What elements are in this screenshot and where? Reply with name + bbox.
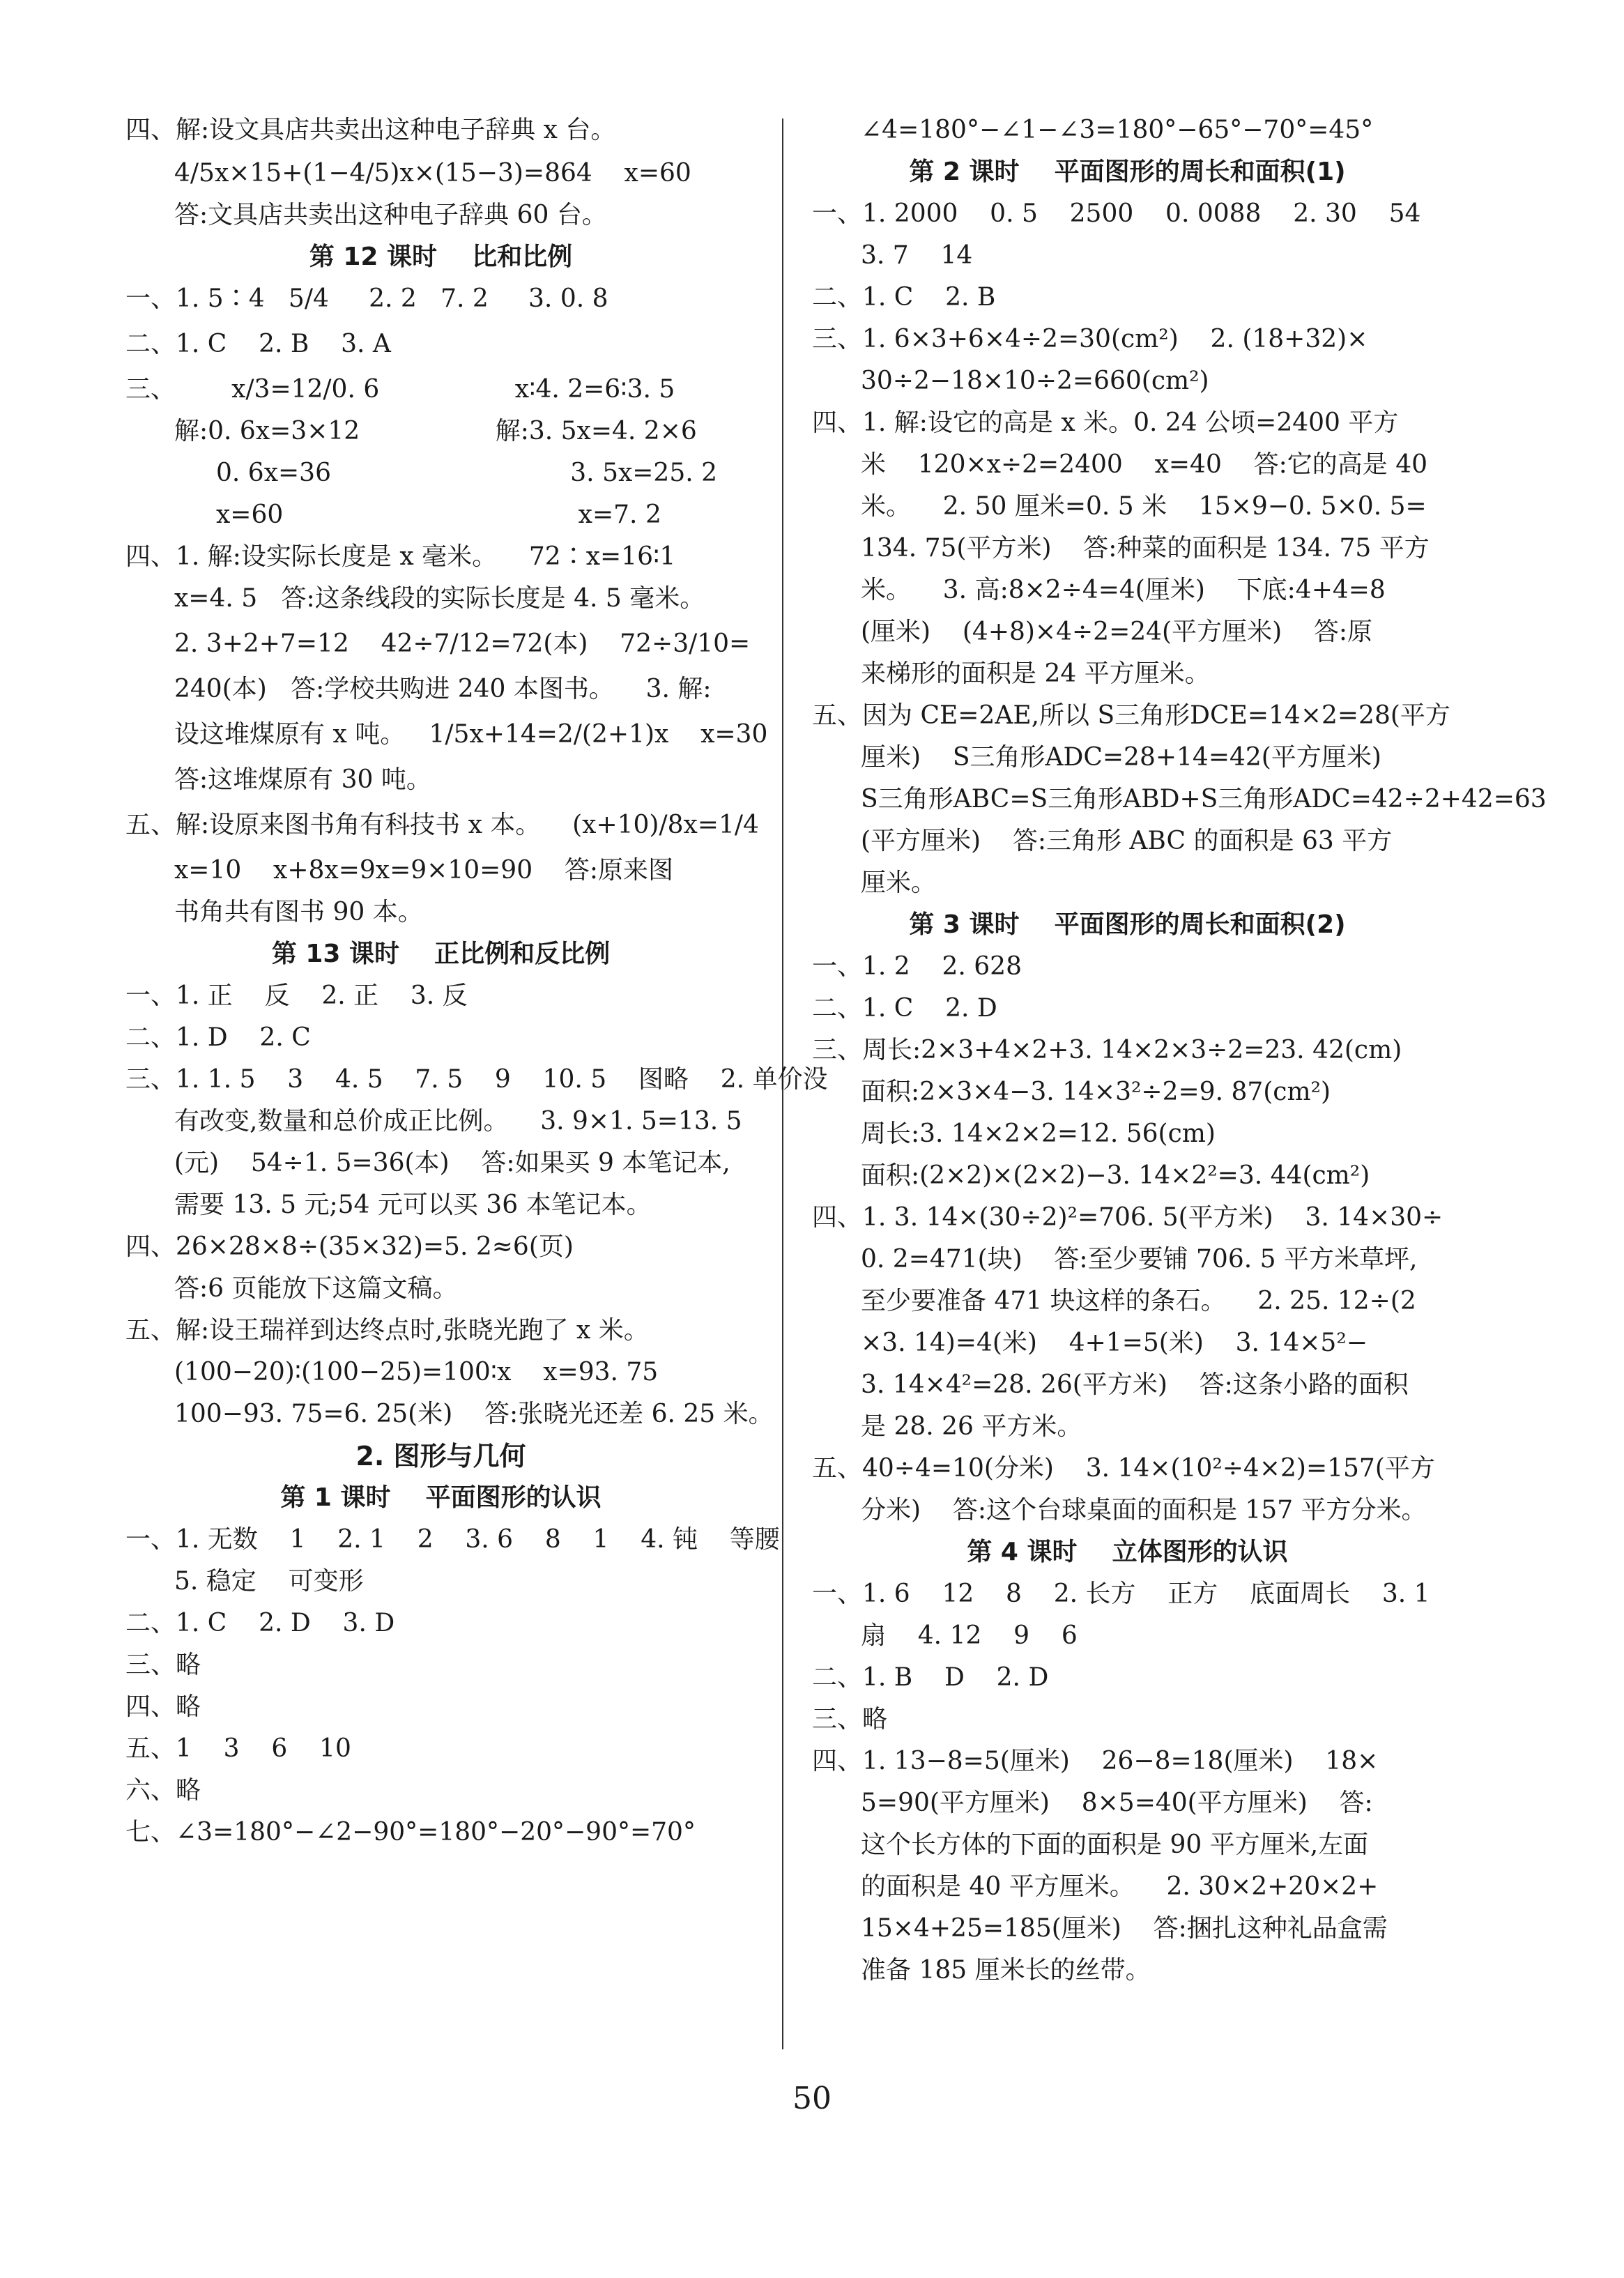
text-line: 一、1. 无数 1 2. 1 2 3. 6 8 1 4. 钝 等腰 — [125, 1525, 780, 1554]
text-line: 240(本) 答:学校共购进 240 本图书。 3. 解: — [174, 675, 712, 703]
section-heading: 第 2 课时 平面图形的周长和面积(1) — [909, 158, 1346, 186]
text-line: (平方厘米) 答:三角形 ABC 的面积是 63 平方 — [861, 827, 1393, 855]
text-line: x=4. 5 答:这条线段的实际长度是 4. 5 毫米。 — [174, 584, 705, 613]
text-line: 五、解:设原来图书角有科技书 x 本。 (x+10)/8x=1/4 — [125, 811, 759, 839]
section-heading: 第 13 课时 正比例和反比例 — [271, 940, 611, 968]
text-line: 厘米。 — [861, 869, 937, 897]
text-line: x=60 x=7. 2 — [216, 500, 661, 529]
text-line: 二、1. C 2. D — [812, 994, 997, 1023]
text-line: 有改变,数量和总价成正比例。 3. 9×1. 5=13. 5 — [174, 1107, 742, 1136]
text-line: 2. 3+2+7=12 42÷7/12=72(本) 72÷3/10= — [174, 629, 751, 658]
text-line: 一、1. 6 12 8 2. 长方 正方 底面周长 3. 1 — [812, 1580, 1430, 1608]
text-line: 二、1. C 2. B — [812, 283, 996, 312]
text-line: 五、因为 CE=2AE,所以 S三角形DCE=14×2=28(平方 — [812, 701, 1450, 730]
text-line: 四、1. 3. 14×(30÷2)²=706. 5(平方米) 3. 14×30÷ — [812, 1203, 1443, 1232]
text-line: 面积:(2×2)×(2×2)−3. 14×2²=3. 44(cm²) — [861, 1161, 1370, 1190]
text-line: x=10 x+8x=9x=9×10=90 答:原来图 — [174, 856, 674, 885]
text-line: 二、1. C 2. B 3. A — [125, 330, 391, 358]
text-line: 周长:3. 14×2×2=12. 56(cm) — [861, 1119, 1216, 1148]
text-line: 3. 14×4²=28. 26(平方米) 答:这条小路的面积 — [861, 1370, 1409, 1399]
text-line: 134. 75(平方米) 答:种菜的面积是 134. 75 平方 — [861, 534, 1430, 563]
text-line: 三、略 — [812, 1705, 888, 1734]
text-line: 答:文具店共卖出这种电子辞典 60 台。 — [174, 201, 607, 229]
section-heading: 第 3 课时 平面图形的周长和面积(2) — [909, 910, 1346, 939]
text-line: ×3. 14)=4(米) 4+1=5(米) 3. 14×5²− — [861, 1329, 1368, 1357]
text-line: 二、1. B D 2. D — [812, 1663, 1049, 1692]
text-line: 一、1. 5∶4 5/4 2. 2 7. 2 3. 0. 8 — [125, 284, 608, 313]
section-heading: 第 1 课时 平面图形的认识 — [280, 1483, 602, 1512]
text-line: 三、1. 6×3+6×4÷2=30(cm²) 2. (18+32)× — [812, 325, 1368, 353]
text-line: 15×4+25=185(厘米) 答:捆扎这种礼品盒需 — [861, 1914, 1388, 1943]
text-line: 分米) 答:这个台球桌面的面积是 157 平方分米。 — [861, 1496, 1427, 1524]
text-line: 米。 3. 高:8×2÷4=4(厘米) 下底:4+4=8 — [861, 576, 1386, 604]
text-line: 准备 185 厘米长的丝带。 — [861, 1956, 1151, 1985]
text-line: 厘米) S三角形ADC=28+14=42(平方厘米) — [861, 743, 1381, 772]
text-line: 答:6 页能放下这篇文稿。 — [174, 1274, 458, 1303]
text-line: 四、解:设文具店共卖出这种电子辞典 x 台。 — [125, 116, 616, 144]
text-line: 四、26×28×8÷(35×32)=5. 2≈6(页) — [125, 1232, 574, 1261]
text-line: 5. 稳定 可变形 — [174, 1567, 364, 1596]
text-line: 五、40÷4=10(分米) 3. 14×(10²÷4×2)=157(平方 — [812, 1454, 1435, 1483]
text-line: 一、1. 2000 0. 5 2500 0. 0088 2. 30 54 — [812, 199, 1421, 228]
text-line: 来梯形的面积是 24 平方厘米。 — [861, 659, 1210, 688]
text-line: 四、1. 13−8=5(厘米) 26−8=18(厘米) 18× — [812, 1747, 1379, 1775]
text-line: ∠4=180°−∠1−∠3=180°−65°−70°=45° — [861, 116, 1374, 144]
text-line: 0. 6x=36 3. 5x=25. 2 — [216, 459, 718, 487]
text-line: 至少要准备 471 块这样的条石。 2. 25. 12÷(2 — [861, 1287, 1416, 1315]
text-line: 一、1. 2 2. 628 — [812, 952, 1022, 981]
text-line: 四、略 — [125, 1692, 201, 1721]
text-line: (100−20)∶(100−25)=100∶x x=93. 75 — [174, 1358, 659, 1386]
text-line: 4/5x×15+(1−4/5)x×(15−3)=864 x=60 — [174, 159, 691, 188]
text-line: S三角形ABC=S三角形ABD+S三角形ADC=42÷2+42=63 — [861, 785, 1547, 813]
text-line: 二、1. C 2. D 3. D — [125, 1609, 395, 1637]
text-line: 需要 13. 5 元;54 元可以买 36 本笔记本。 — [174, 1191, 652, 1219]
text-line: 是 28. 26 平方米。 — [861, 1412, 1082, 1441]
text-line: 米。 2. 50 厘米=0. 5 米 15×9−0. 5×0. 5= — [861, 492, 1427, 521]
text-line: 30÷2−18×10÷2=660(cm²) — [861, 367, 1209, 395]
text-line: 六、略 — [125, 1776, 201, 1805]
text-line: 这个长方体的下面的面积是 90 平方厘米,左面 — [861, 1830, 1369, 1859]
text-line: 五、1 3 6 10 — [125, 1734, 351, 1763]
text-line: 七、∠3=180°−∠2−90°=180°−20°−90°=70° — [125, 1818, 696, 1847]
text-line: (厘米) (4+8)×4÷2=24(平方厘米) 答:原 — [861, 618, 1373, 646]
text-line: 答:这堆煤原有 30 吨。 — [174, 765, 431, 794]
chapter-heading: 2. 图形与几何 — [355, 1441, 526, 1471]
text-line: 设这堆煤原有 x 吨。 1/5x+14=2/(2+1)x x=30 — [174, 720, 768, 749]
text-line: 解:0. 6x=3×12 解:3. 5x=4. 2×6 — [174, 417, 697, 445]
text-line: 三、1. 1. 5 3 4. 5 7. 5 9 10. 5 图略 2. 单价没 — [125, 1065, 828, 1094]
text-line: 书角共有图书 90 本。 — [174, 898, 423, 926]
text-line: 三、周长:2×3+4×2+3. 14×2×3÷2=23. 42(cm) — [812, 1036, 1402, 1064]
text-line: 的面积是 40 平方厘米。 2. 30×2+20×2+ — [861, 1872, 1379, 1901]
text-line: (元) 54÷1. 5=36(本) 答:如果买 9 本笔记本, — [174, 1149, 730, 1177]
text-line: 三、略 — [125, 1651, 201, 1679]
text-line: 米 120×x÷2=2400 x=40 答:它的高是 40 — [861, 450, 1428, 479]
text-line: 三、 x/3=12/0. 6 x∶4. 2=6∶3. 5 — [125, 375, 675, 404]
section-heading: 第 4 课时 立体图形的认识 — [967, 1538, 1288, 1566]
text-line: 四、1. 解:设实际长度是 x 毫米。 72∶x=16∶1 — [125, 542, 676, 571]
text-line: 五、解:设王瑞祥到达终点时,张晓光跑了 x 米。 — [125, 1316, 649, 1345]
text-line: 面积:2×3×4−3. 14×3²÷2=9. 87(cm²) — [861, 1078, 1331, 1106]
text-line: 3. 7 14 — [861, 241, 973, 270]
text-line: 扇 4. 12 9 6 — [861, 1621, 1078, 1650]
page-number: 50 — [792, 2081, 832, 2116]
section-heading: 第 12 课时 比和比例 — [309, 243, 573, 271]
text-line: 二、1. D 2. C — [125, 1023, 311, 1052]
text-line: 一、1. 正 反 2. 正 3. 反 — [125, 981, 468, 1010]
text-line: 100−93. 75=6. 25(米) 答:张晓光还差 6. 25 米。 — [174, 1400, 774, 1428]
text-line: 5=90(平方厘米) 8×5=40(平方厘米) 答: — [861, 1789, 1373, 1817]
text-line: 0. 2=471(块) 答:至少要铺 706. 5 平方米草坪, — [861, 1245, 1418, 1274]
text-line: 四、1. 解:设它的高是 x 米。0. 24 公顷=2400 平方 — [812, 408, 1399, 437]
